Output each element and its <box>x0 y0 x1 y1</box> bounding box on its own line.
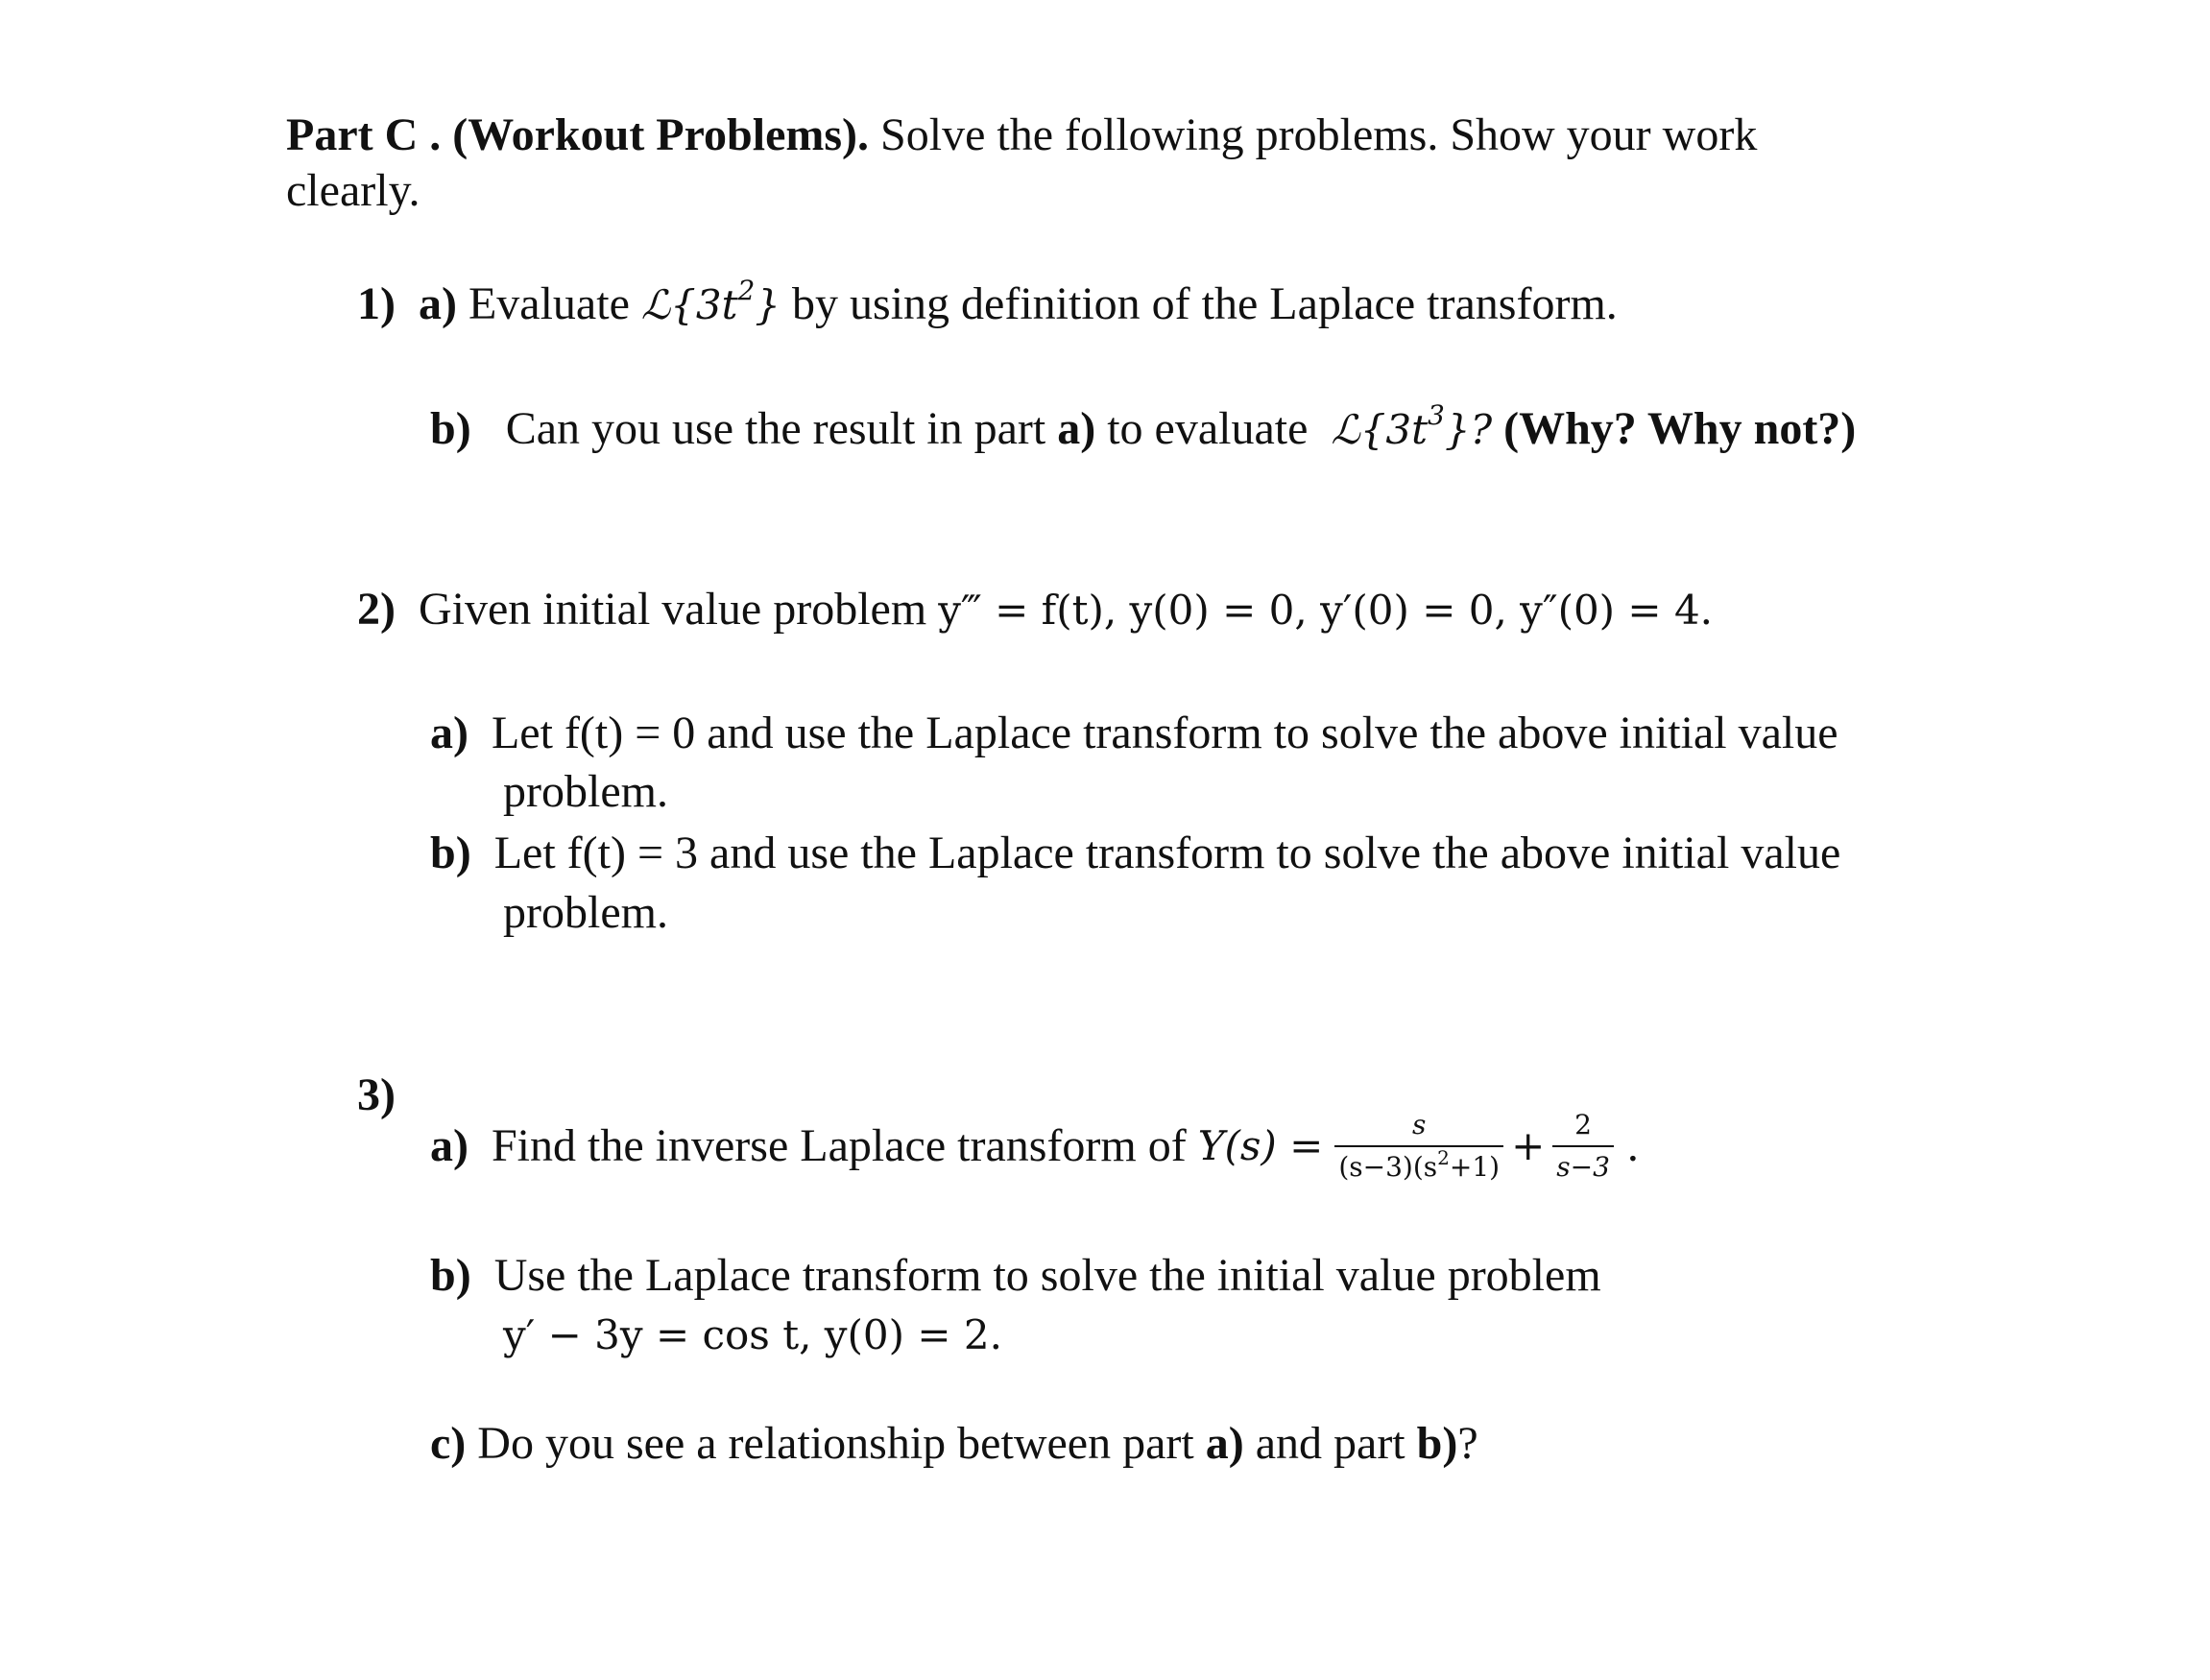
problem-1b-ref: a) <box>1057 403 1096 454</box>
part-label: Part C . <box>286 109 442 160</box>
laplace-3t3-close: }? <box>1444 406 1493 453</box>
problem-2-ivp: y‴ = f(t), y(0) = 0, y′(0) = 0, y″(0) = 4. <box>938 587 1714 634</box>
laplace-3t2-exp: 2 <box>737 275 756 306</box>
problem-2a-line2: problem. <box>503 766 668 817</box>
problem-1-number: 1) <box>357 278 396 329</box>
problem-3b-label: b) <box>430 1250 471 1301</box>
problem-3-number: 3) <box>357 1069 396 1120</box>
fraction-2-numerator: 2 <box>1574 1109 1592 1140</box>
fraction-2-denominator: s−3 <box>1556 1151 1610 1183</box>
problem-2-statement <box>357 582 1713 638</box>
problem-3c-text-end: ? <box>1457 1418 1478 1469</box>
fraction-1-den-exp: 2 <box>1437 1146 1450 1169</box>
ys-lhs: Y(s) = <box>1197 1122 1324 1169</box>
instruction-text: Solve the following problems. Show your work <box>880 109 1758 160</box>
laplace-3t2-close: } <box>755 281 781 328</box>
problem-3c <box>430 1416 1478 1472</box>
problem-1a-label: a) <box>418 278 457 329</box>
problem-2-given: Given initial value problem <box>418 584 927 635</box>
problem-1b-why: (Why? Why not?) <box>1503 403 1857 454</box>
problem-2b-line1: Let f(t) = 3 and use the Laplace transform to solve the above initial value <box>493 828 1841 878</box>
problem-2b <box>430 826 1840 881</box>
fraction-1-numerator: s <box>1412 1109 1427 1140</box>
problem-3b <box>430 1248 1601 1304</box>
fraction-1-den-pre: (s−3)(s <box>1338 1151 1438 1183</box>
laplace-3t2 <box>640 275 781 328</box>
problem-1b <box>430 401 1856 458</box>
plus-sign: + <box>1511 1122 1546 1169</box>
problem-2b-line2: problem. <box>503 887 668 938</box>
problem-2a-label: a) <box>430 708 468 758</box>
fraction-1-denominator <box>1334 1146 1503 1184</box>
problem-3b-line1: Use the Laplace transform to solve the initial value problem <box>493 1250 1601 1301</box>
instruction-continuation: clearly. <box>286 165 420 216</box>
laplace-3t3-base: ℒ{3t <box>1331 406 1429 453</box>
problem-3a-end: . <box>1626 1120 1639 1171</box>
problem-2a <box>430 706 1838 761</box>
laplace-3t3 <box>1331 399 1493 453</box>
fraction-2 <box>1552 1109 1614 1184</box>
problem-3a-label: a) <box>430 1120 468 1171</box>
problem-1a-text-pre: Evaluate <box>468 278 630 329</box>
laplace-3t3-exp: 3 <box>1428 399 1445 431</box>
fraction-1-den-post: +1) <box>1449 1151 1501 1183</box>
problem-2-number: 2) <box>357 584 396 635</box>
problem-3c-text-mid: and part <box>1255 1418 1405 1469</box>
problem-3c-text-pre: Do you see a relationship between part <box>477 1418 1194 1469</box>
problem-1b-text-mid: to evaluate <box>1107 403 1309 454</box>
problem-2b-label: b) <box>430 828 471 878</box>
problem-3b-equation: y′ − 3y = cos t, y(0) = 2. <box>503 1311 1002 1358</box>
problem-3c-label: c) <box>430 1418 467 1469</box>
laplace-3t2-base: ℒ{3t <box>640 281 738 328</box>
problem-3a <box>430 1109 1639 1184</box>
fraction-1-bar <box>1334 1145 1503 1147</box>
problem-3c-ref-b: b) <box>1416 1418 1458 1469</box>
problem-3c-ref-a: a) <box>1205 1418 1244 1469</box>
fraction-1 <box>1334 1109 1503 1184</box>
problem-1a <box>357 276 1618 333</box>
problem-1a-text-post: by using definition of the Laplace transform. <box>792 278 1618 329</box>
fraction-2-bar <box>1552 1145 1614 1147</box>
problem-2a-line1: Let f(t) = 0 and use the Laplace transform to solve the above initial value <box>491 708 1838 758</box>
part-c-heading <box>286 108 1757 163</box>
problem-1b-label: b) <box>430 403 471 454</box>
workout-label: (Workout Problems). <box>452 109 870 160</box>
problem-3a-text: Find the inverse Laplace transform of <box>491 1120 1187 1171</box>
problem-1b-text-pre: Can you use the result in part <box>505 403 1046 454</box>
